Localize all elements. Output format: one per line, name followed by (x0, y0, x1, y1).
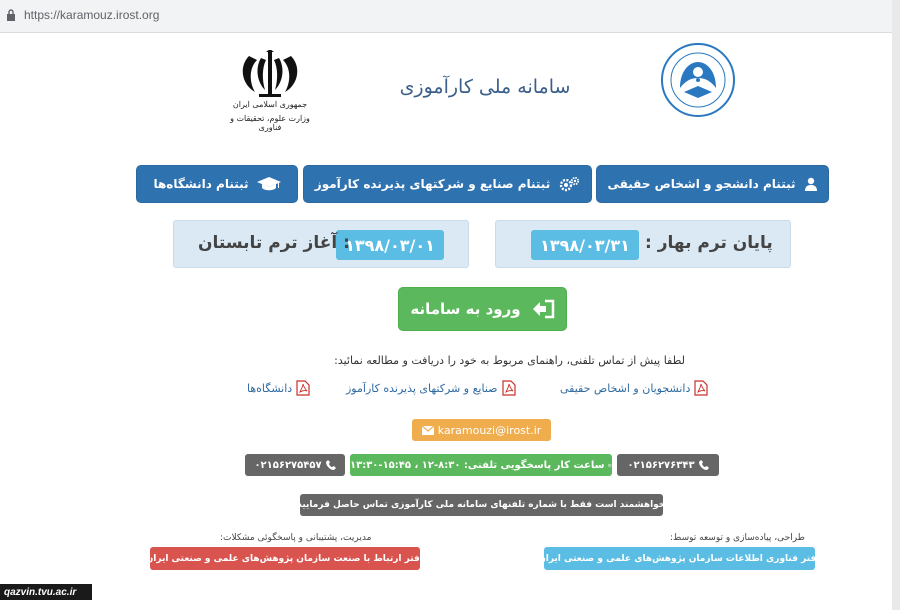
email-badge[interactable] (412, 419, 551, 441)
sign-in-icon (531, 299, 555, 319)
scrollbar[interactable] (892, 0, 900, 610)
envelope-icon (422, 426, 434, 435)
pdf-icon (694, 380, 708, 396)
summer-start-label: : آغاز ترم تابستان (198, 233, 350, 253)
register-students-button[interactable] (596, 165, 829, 203)
design-credit-badge: دفتر فناوری اطلاعات سازمان پژوهش‌های علمی و صنعتی ایران (544, 547, 815, 570)
register-industries-label: ثبتنام صنایع و شرکتهای پذیرنده کارآموز (314, 177, 551, 191)
design-credit-label: طراحی، پیاده‌سازی و توسعه توسط: (670, 533, 805, 543)
logo-caption-1: جمهوری اسلامی ایران (232, 100, 308, 109)
summer-start-date: ۱۳۹۸/۰۳/۰۱ (336, 230, 444, 260)
login-label: ورود به سامانه (410, 300, 521, 318)
spring-end-label: پایان ترم بهار : (645, 233, 773, 253)
url-text[interactable]: https://karamouz.irost.org (24, 8, 160, 22)
phone-badge-1 (617, 454, 719, 476)
guide-students-label: دانشجویان و اشخاص حقیقی (560, 381, 691, 395)
guide-industries-label: صنایع و شرکتهای پذیرنده کارآموز (346, 381, 498, 395)
browser-address-bar[interactable] (0, 0, 892, 33)
email-text: karamouzi@irost.ir (437, 423, 542, 437)
watermark-text: qazvin.tvu.ac.ir (4, 586, 77, 598)
register-universities-label: ثبتنام دانشگاه‌ها (153, 177, 249, 191)
gears-icon (558, 176, 580, 192)
phone-badge-2 (245, 454, 345, 476)
login-button[interactable] (398, 287, 567, 331)
register-students-label: ثبتنام دانشجو و اشخاص حقیقی (607, 177, 796, 191)
phone-icon (699, 460, 709, 470)
register-universities-button[interactable] (136, 165, 298, 203)
pdf-icon (502, 380, 516, 396)
phone-notice-text: خواهشمند است فقط با شماره تلفنهای سامانه ملی کارآموزی تماس حاصل فرمایید. (293, 500, 666, 510)
guide-students-link[interactable] (560, 380, 708, 396)
hours-badge (350, 454, 612, 476)
phone-1-text: ۰۲۱۵۶۲۷۶۳۴۳ (627, 459, 695, 471)
guide-instruction: لطفا پیش از تماس تلفنی، راهنمای مربوط به خود را دریافت و مطالعه نمائید: (334, 354, 685, 367)
ministry-logo (225, 50, 315, 132)
support-credit-badge: دفتر ارتباط با صنعت سازمان پژوهش‌های علمی و صنعتی ایران (150, 547, 420, 570)
irost-logo-icon (660, 42, 736, 118)
phone-notice-badge (293, 494, 666, 516)
hours-text: ساعت کار پاسخگویی تلفنی: ۸:۳۰-۱۲ ، ۱۵:۴۵-۱۳:۳۰ (350, 459, 605, 471)
support-credit-label: مدیریت، پشتیبانی و پاسخگوئی مشکلات: (220, 533, 372, 543)
phone-icon (326, 460, 336, 470)
logo-caption-2: وزارت علوم، تحقیقات و فناوری (230, 114, 310, 132)
page-title: سامانه ملی کارآموزی (399, 76, 571, 98)
pdf-icon (296, 380, 310, 396)
spring-end-date: ۱۳۹۸/۰۳/۳۱ (531, 230, 639, 260)
graduation-cap-icon (257, 177, 281, 191)
guide-universities-label: دانشگاه‌ها (247, 381, 293, 395)
watermark-logo (0, 584, 92, 600)
guide-industries-link[interactable] (346, 380, 516, 396)
guide-universities-link[interactable] (247, 380, 310, 396)
clock-icon (608, 460, 612, 471)
lock-icon (6, 9, 16, 21)
phone-2-text: ۰۲۱۵۶۲۷۵۴۵۷ (254, 459, 322, 471)
register-industries-button[interactable] (303, 165, 592, 203)
user-icon (804, 177, 818, 191)
iran-emblem-icon (235, 50, 305, 100)
